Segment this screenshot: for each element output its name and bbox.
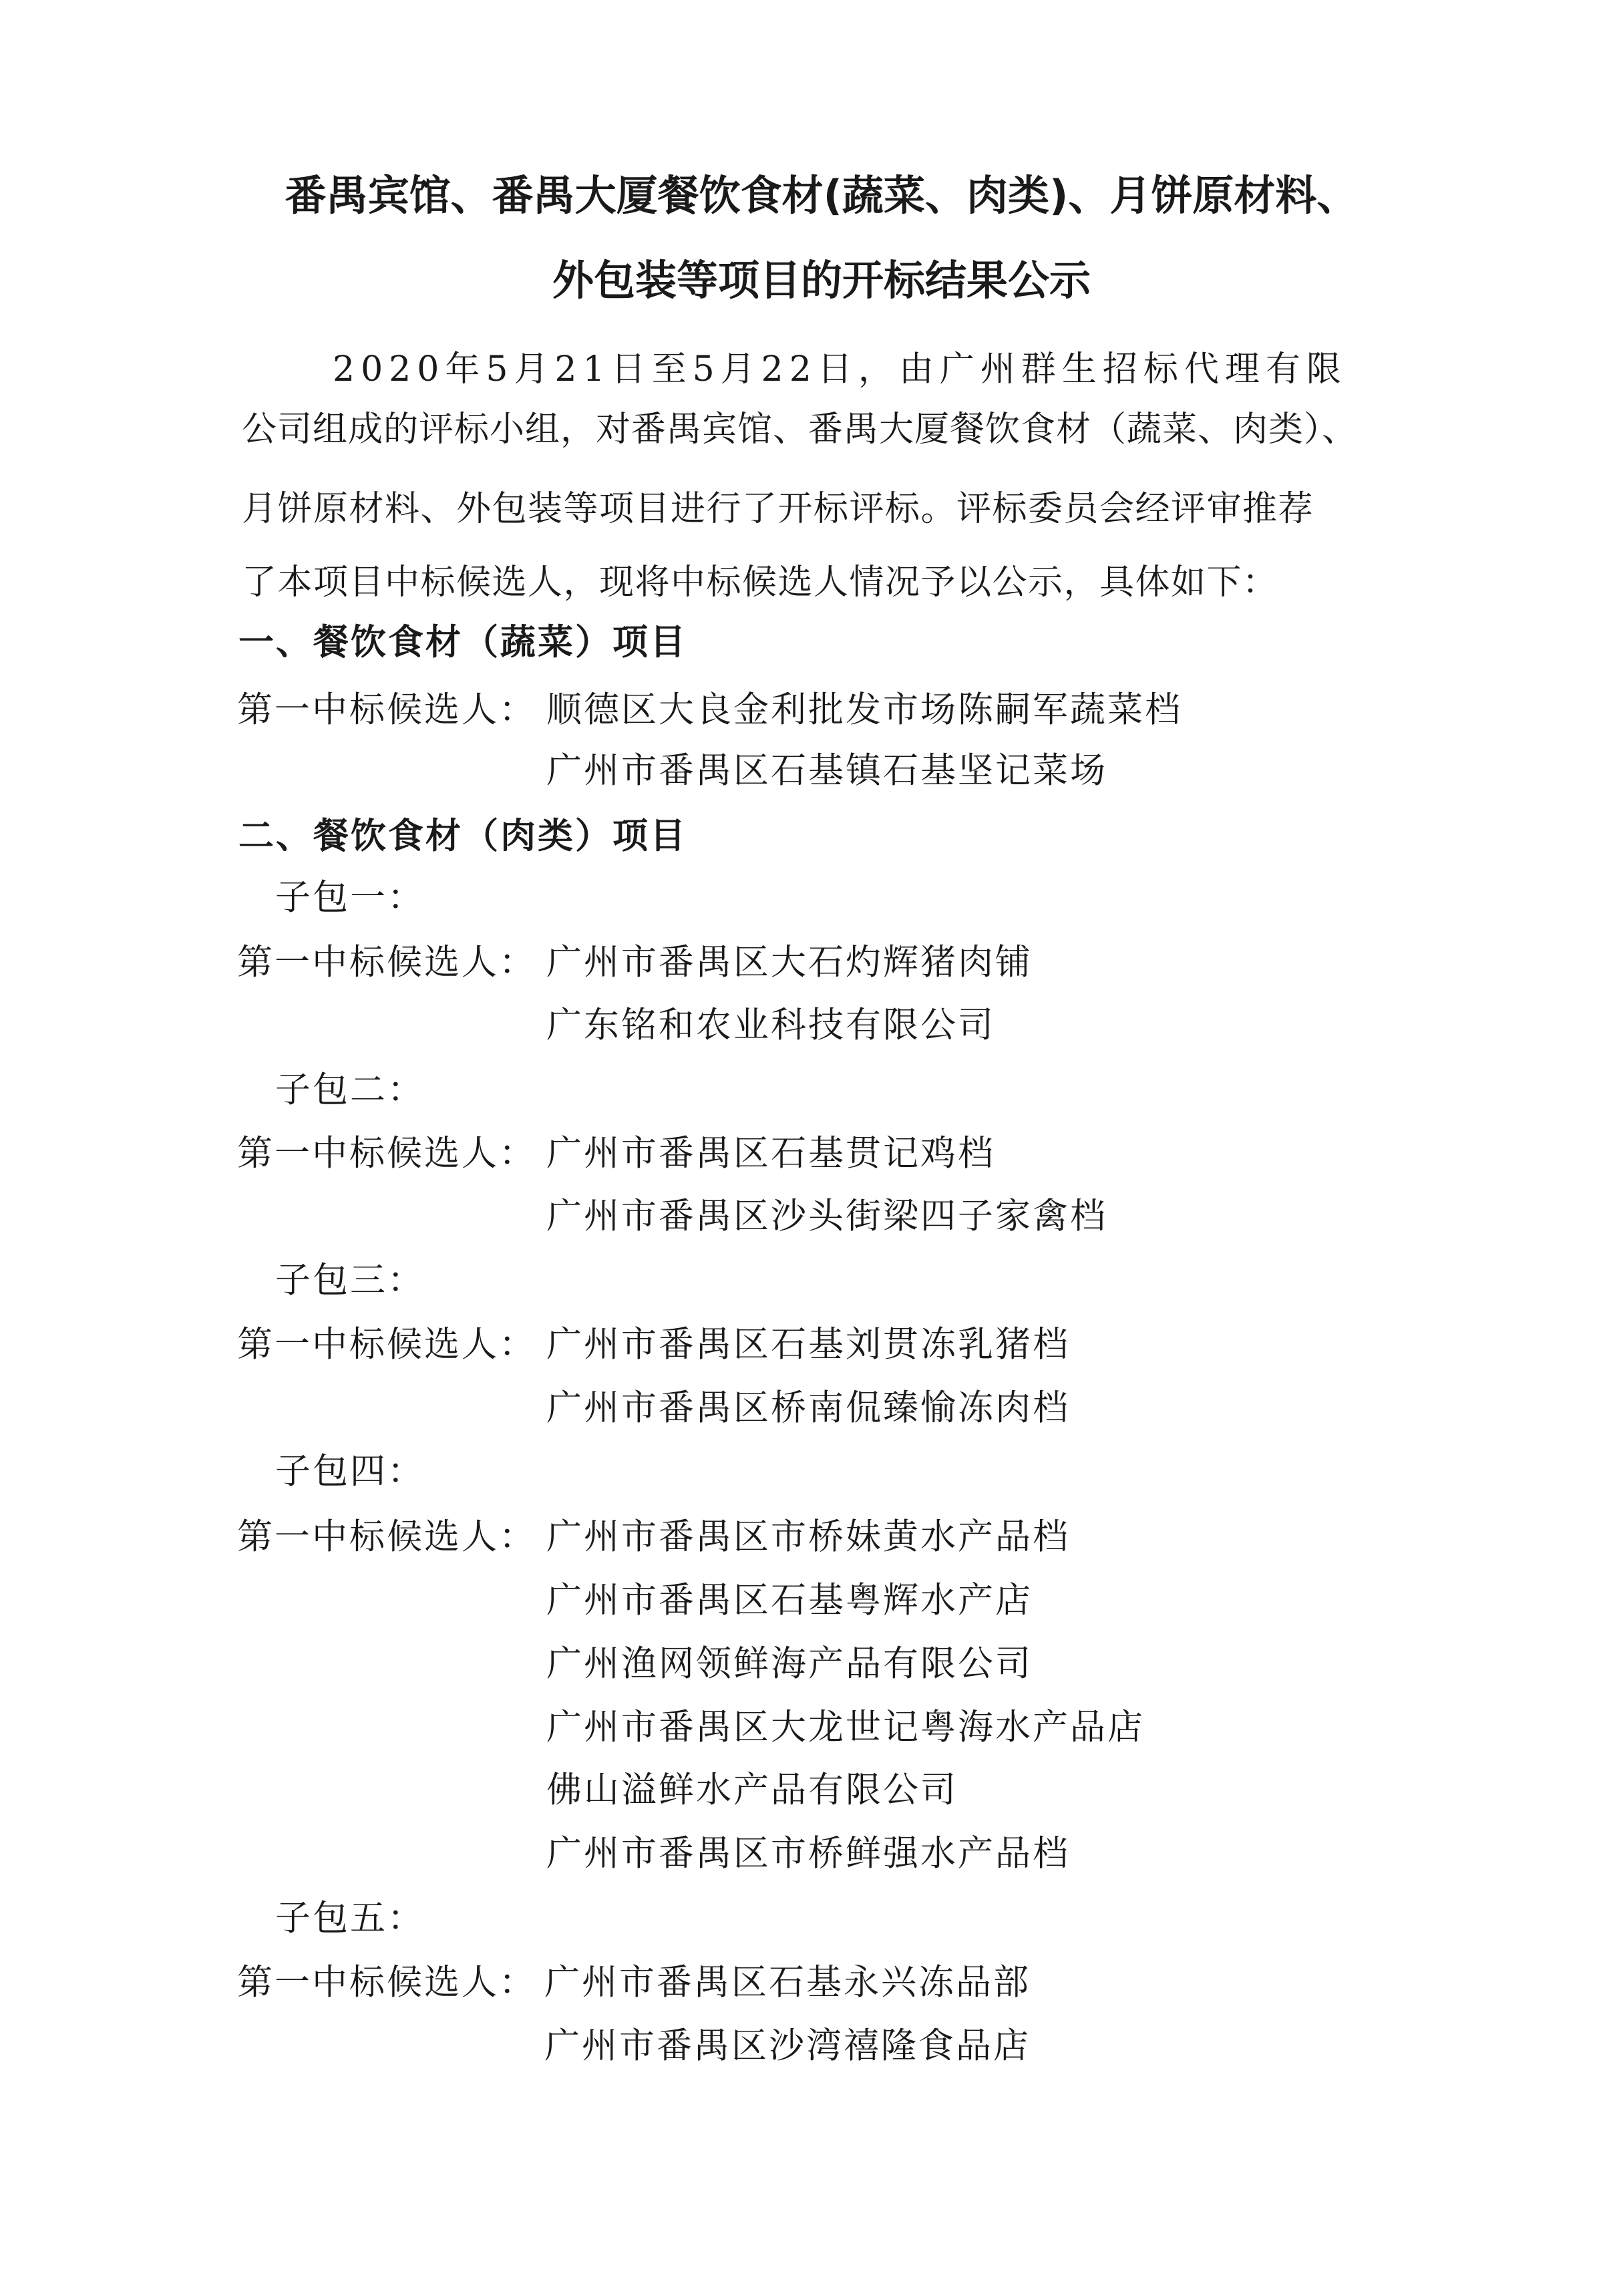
package-candidate: 广东铭和农业科技有限公司 xyxy=(546,1005,995,1045)
package-candidate: 佛山溢鲜水产品有限公司 xyxy=(546,1770,958,1810)
package-candidate: 广州市番禺区石基粤辉水产店 xyxy=(546,1580,1033,1621)
package-candidate: 广州渔网领鲜海产品有限公司 xyxy=(546,1643,1033,1684)
intro-line-3: 月饼原材料、外包装等项目进行了开标评标。评标委员会经评审推荐 xyxy=(242,489,1314,529)
package-candidate: 广州市番禺区大龙世记粤海水产品店 xyxy=(546,1707,1145,1748)
package-candidate: 广州市番禺区石基刘贯冻乳猪档 xyxy=(546,1324,1070,1365)
package-candidate: 广州市番禺区石基贯记鸡档 xyxy=(546,1133,995,1174)
package-candidate-label: 第一中标候选人： xyxy=(237,942,536,983)
package-candidate-label: 第一中标候选人： xyxy=(237,1324,536,1365)
document-title-line-1: 番禺宾馆、番禺大厦餐饮食材(蔬菜、肉类)、月饼原材料、 xyxy=(285,171,1359,220)
package-candidate-label: 第一中标候选人： xyxy=(237,1962,536,2003)
package-name: 子包三： xyxy=(275,1260,425,1301)
intro-line-1: 2020年5月21日至5月22日，由广州群生招标代理有限 xyxy=(333,349,1347,389)
package-candidate-label: 第一中标候选人： xyxy=(237,1133,536,1174)
section2-heading: 二、餐饮食材（肉类）项目 xyxy=(238,816,687,856)
section1-candidate-label: 第一中标候选人： xyxy=(237,689,536,730)
package-candidate: 广州市番禺区市桥鲜强水产品档 xyxy=(546,1833,1070,1874)
package-name: 子包五： xyxy=(275,1898,425,1939)
package-name: 子包四： xyxy=(275,1451,425,1492)
package-candidate: 广州市番禺区石基永兴冻品部 xyxy=(544,1962,1031,2003)
intro-line-2: 公司组成的评标小组，对番禺宾馆、番禺大厦餐饮食材（蔬菜、肉类）、 xyxy=(242,409,1358,450)
package-name: 子包二： xyxy=(275,1070,425,1110)
section1-candidate: 广州市番禺区石基镇石基坚记菜场 xyxy=(546,750,1107,791)
intro-line-4: 了本项目中标候选人，现将中标候选人情况予以公示，具体如下： xyxy=(242,562,1278,603)
package-candidate: 广州市番禺区沙头街梁四子家禽档 xyxy=(546,1196,1107,1237)
package-candidate: 广州市番禺区桥南侃臻愉冻肉档 xyxy=(546,1387,1070,1428)
section1-candidate: 顺德区大良金利批发市场陈嗣军蔬菜档 xyxy=(546,689,1182,730)
package-candidate-label: 第一中标候选人： xyxy=(237,1516,536,1557)
package-candidate: 广州市番禺区市桥妹黄水产品档 xyxy=(546,1516,1070,1557)
package-candidate: 广州市番禺区沙湾禧隆食品店 xyxy=(544,2025,1031,2066)
package-name: 子包一： xyxy=(275,877,425,918)
package-candidate: 广州市番禺区大石灼辉猪肉铺 xyxy=(546,942,1033,983)
document-title-line-2: 外包装等项目的开标结果公示 xyxy=(552,256,1091,305)
section1-heading: 一、餐饮食材（蔬菜）项目 xyxy=(238,622,687,663)
